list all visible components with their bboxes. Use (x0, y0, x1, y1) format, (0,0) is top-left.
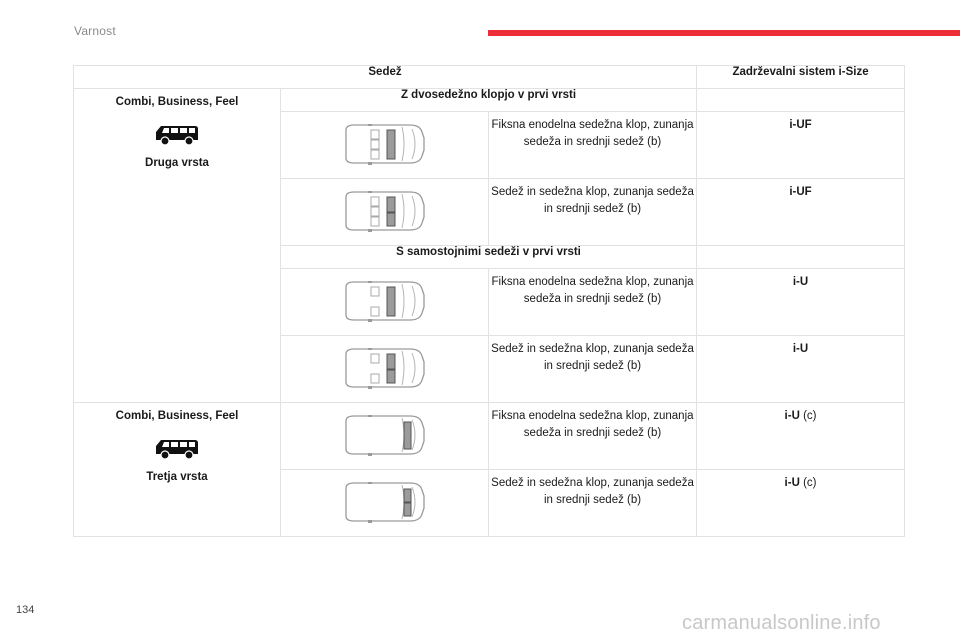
seat-description: Sedež in sedežna klop, zunanja sedeža in srednji sedež (b) (489, 470, 697, 537)
van-icon (153, 437, 201, 461)
isize-cell (697, 269, 905, 336)
vehicle-versions: Combi, Business, Feel (115, 96, 239, 108)
subsection-title: S samostojnimi sedeži v prvi vrsti (281, 246, 697, 269)
vehicle-cell (74, 89, 281, 403)
isize-note: (c) (803, 410, 817, 422)
isize-cell (697, 336, 905, 403)
isize-class: i-U (792, 343, 809, 355)
isize-cell (697, 470, 905, 537)
car-top-view-icon (340, 348, 430, 390)
isize-class: i-U (784, 410, 800, 422)
isize-class: i-UF (789, 186, 812, 198)
column-header-isize: Zadrževalni sistem i-Size (697, 66, 905, 89)
subsection-title: Z dvosedežno klopjo v prvi vrsti (281, 89, 697, 112)
seat-description: Sedež in sedežna klop, zunanja sedeža in srednji sedež (b) (489, 336, 697, 403)
car-top-view-icon (340, 124, 430, 166)
isize-cell (697, 179, 905, 246)
seat-description: Sedež in sedežna klop, zunanja sedeža in srednji sedež (b) (489, 179, 697, 246)
car-top-view-icon (340, 281, 430, 323)
seat-row-label: Tretja vrsta (146, 471, 208, 483)
car-top-view-icon (340, 482, 430, 524)
seat-description: Fiksna enodelna sedežna klop, zunanja sedeža in srednji sedež (b) (489, 269, 697, 336)
column-header-seat: Sedež (74, 66, 697, 89)
isize-class: i-UF (789, 119, 812, 131)
isize-cell (697, 403, 905, 470)
vehicle-cell (74, 403, 281, 537)
seat-description: Fiksna enodelna sedežna klop, zunanja sedeža in srednji sedež (b) (489, 112, 697, 179)
isize-class: i-U (792, 276, 809, 288)
page-number: 134 (16, 604, 35, 616)
seat-description: Fiksna enodelna sedežna klop, zunanja sedeža in srednji sedež (b) (489, 403, 697, 470)
car-top-view-icon (340, 415, 430, 457)
isize-cell (697, 112, 905, 179)
isize-note: (c) (803, 477, 817, 489)
watermark: carmanualsonline.info (682, 612, 881, 634)
van-icon (153, 123, 201, 147)
car-top-view-icon (340, 191, 430, 233)
seat-row-label: Druga vrsta (145, 157, 209, 169)
i-size-seat-table (73, 65, 905, 537)
vehicle-versions: Combi, Business, Feel (115, 410, 239, 422)
isize-class: i-U (784, 477, 800, 489)
section-title: Varnost (74, 24, 116, 38)
section-accent-bar (488, 30, 960, 36)
